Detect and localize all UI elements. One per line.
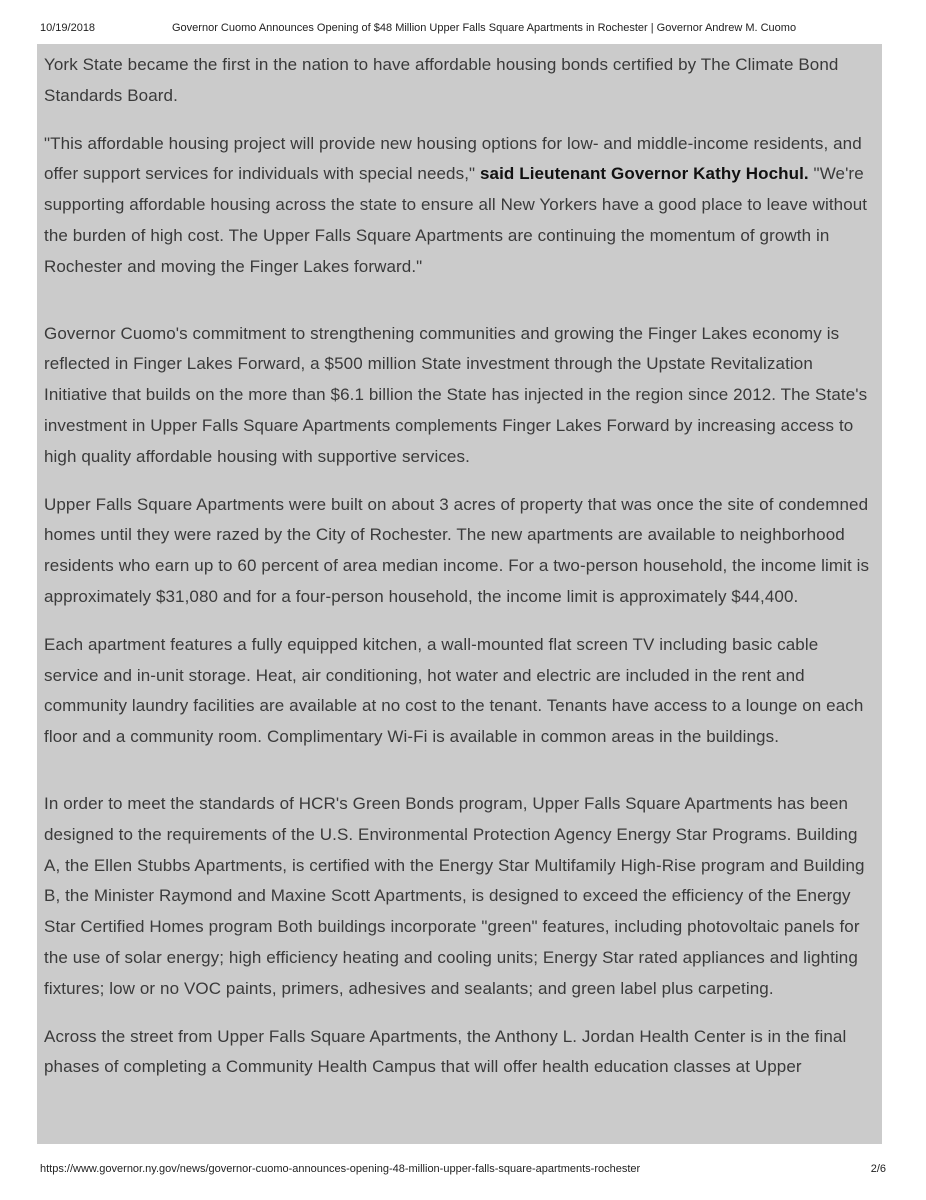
paragraph-hochul-quote [44, 129, 876, 283]
paragraph-climate-bond: York State became the first in the nation to have affordable housing bonds certified by The Climate Bond Standards Board. [44, 55, 839, 105]
paragraph-property-history: Upper Falls Square Apartments were built on about 3 acres of property that was once the site of condemned homes until they were razed by the City of Rochester. The new apartments are available to neighborhood residents who earn up to 60 percent of area median income. For a two-person household, the income limit is approximately $31,080 and for a four-person household, the income limit is approximately $44,400. [44, 494, 870, 606]
print-footer [40, 1163, 886, 1175]
page-title: Governor Cuomo Announces Opening of $48 Million Upper Falls Square Apartments in Rochester | Governor Andrew M. Cuomo [172, 22, 797, 34]
article-body [37, 44, 882, 1144]
paragraph-green-bonds: In order to meet the standards of HCR's Green Bonds program, Upper Falls Square Apartments has been designed to the requirements of the U.S. Environmental Protection Agency Energy Star Programs. Building A, the Ellen Stubbs Apartments, is certified with the Energy Star Multifamily High-Rise program and Building B, the Minister Raymond and Maxine Scott Apartments, is designed to exceed the efficiency of the Energy Star Certified Homes program Both buildings incorporate "green" features, including photovoltaic panels for the use of solar energy; high efficiency heating and cooling units; Energy Star rated appliances and lighting fixtures; low or no VOC paints, primers, adhesives and sealants; and green label plus carpeting. [44, 793, 865, 998]
quote-continuation: "We're supporting affordable housing across the state to ensure all New Yorkers have a good place to leave without the burden of high cost. The Upper Falls Square Apartments are continuing the momentum of growth in Rochester and moving the Finger Lakes forward." [44, 164, 868, 276]
page-url: https://www.governor.ny.gov/news/governor-cuomo-announces-opening-48-million-upper-falls-square-apartments-rochester [40, 1163, 641, 1175]
paragraph-apartment-features: Each apartment features a fully equipped kitchen, a wall-mounted flat screen TV including basic cable service and in-unit storage. Heat, air conditioning, hot water and electric are included in the rent and community laundry facilities are available at no cost to the tenant. Tenants have access to a lounge on each floor and a community room. Complimentary Wi-Fi is available in common areas in the buildings. [44, 634, 864, 747]
print-header [40, 22, 886, 34]
paragraph-health-center: Across the street from Upper Falls Square Apartments, the Anthony L. Jordan Health Center is in the final phases of completing a Community Health Campus that will offer health education classes at Upper [44, 1026, 847, 1077]
print-date: 10/19/2018 [40, 22, 96, 34]
page-number: 2/6 [870, 1163, 886, 1175]
paragraph-finger-lakes-forward: Governor Cuomo's commitment to strengthening communities and growing the Finger Lakes economy is reflected in Finger Lakes Forward, a $500 million State investment through the Upstate Revitalization Initiative that builds on the more than $6.1 billion the State has injected in the region since 2012. The State's investment in Upper Falls Square Apartments complements Finger Lakes Forward by increasing access to high quality affordable housing with supportive services. [44, 323, 868, 466]
quote-text: "This affordable housing project will provide new housing options for low- and middle-income residents, and offer support services for individuals with special needs," [44, 133, 862, 184]
speaker-attribution: said Lieutenant Governor Kathy Hochul. [480, 164, 809, 184]
